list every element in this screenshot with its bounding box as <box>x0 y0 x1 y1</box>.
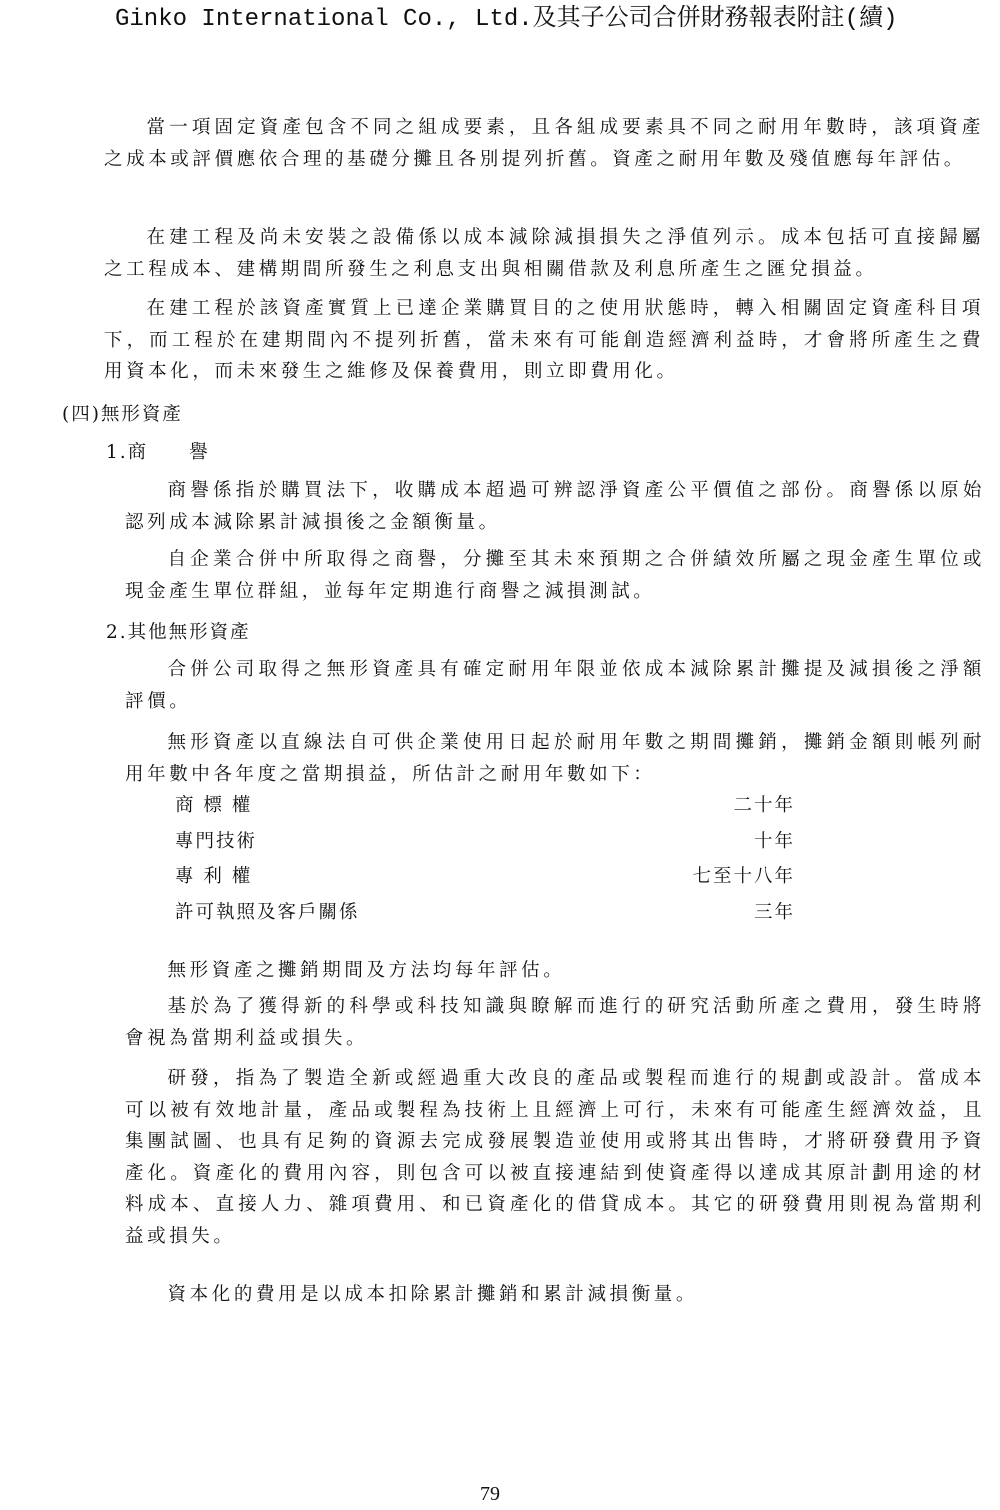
paragraph-capitalized-measurement: 資本化的費用是以成本扣除累計攤銷和累計減損衡量。 <box>167 1284 698 1305</box>
paragraph-construction-in-progress: 在建工程及尚未安裝之設備係以成本減除減損損失之淨值列示。成本包括可直接歸屬之工程成本、建構期間所發生之利息支出與相關借款及利息所產生之匯兌損益。 <box>104 227 984 280</box>
useful-life-item: 許可執照及客戶關係 <box>175 902 360 923</box>
page-header-title: Ginko International Co., Ltd.及其子公司合併財務報表附註(續) <box>115 6 898 33</box>
subsection-heading-goodwill: 1.商 譽 <box>106 442 210 463</box>
paragraph-amortization-review: 無形資產之攤銷期間及方法均每年評估。 <box>167 960 566 981</box>
useful-life-row <box>175 895 795 931</box>
paragraph-amortization-method: 無形資產以直線法自可供企業使用日起於耐用年數之期間攤銷，攤銷金額則帳列耐用年數中各年度之當期損益，所估計之耐用年數如下： <box>125 732 985 785</box>
useful-life-years: 七至十八年 <box>692 866 795 887</box>
useful-life-item: 專門技術 <box>175 831 258 852</box>
paragraph-goodwill-definition: 商譽係指於購買法下，收購成本超過可辨認淨資產公平價值之部份。商譽係以原始認列成本減除累計減損後之金額衡量。 <box>125 480 985 533</box>
subsection-heading-other-intangibles: 2.其他無形資產 <box>106 622 251 643</box>
useful-life-row <box>175 859 795 895</box>
useful-life-years: 二十年 <box>733 795 795 816</box>
paragraph-other-intangibles-valuation: 合併公司取得之無形資產具有確定耐用年限並依成本減除累計攤提及減損後之淨額評價。 <box>125 659 985 712</box>
useful-life-row <box>175 824 795 860</box>
useful-life-years: 十年 <box>753 831 795 852</box>
paragraph-research-expense: 基於為了獲得新的科學或科技知識與瞭解而進行的研究活動所產之費用，發生時將會視為當期利益或損失。 <box>125 996 985 1049</box>
page-number: 79 <box>480 1483 500 1505</box>
section-heading-intangible-assets: (四)無形資產 <box>62 404 183 425</box>
useful-life-item: 商 標 權 <box>175 795 253 816</box>
paragraph-goodwill-allocation: 自企業合併中所取得之商譽，分攤至其未來預期之合併績效所屬之現金產生單位或現金產生單位群組，並每年定期進行商譽之減損測試。 <box>125 549 985 602</box>
useful-life-years: 三年 <box>753 902 795 923</box>
paragraph-development-capitalization: 研發，指為了製造全新或經過重大改良的產品或製程而進行的規劃或設計。當成本可以被有效地計量，產品或製程為技術上且經濟上可行，未來有可能產生經濟效益，且集團試圖、也具有足夠的資源去完成發展製造並使用或將其出售時，才將研發費用予資產化。資產化的費用內容，則包含可以被直接連結到使資產得以達成其原計劃用途的材料成本、直接人力、雜項費用、和已資產化的借貸成本。其它的研發費用則視為當期利益或損失。 <box>125 1068 985 1247</box>
useful-life-item: 專 利 權 <box>175 866 253 887</box>
paragraph-construction-transfer: 在建工程於該資產實質上已達企業購買目的之使用狀態時，轉入相關固定資產科目項下，而工程於在建期間內不提列折舊，當未來有可能創造經濟利益時，才會將所產生之費用資本化，而未來發生之維修及保養費用，則立即費用化。 <box>104 298 984 382</box>
useful-life-row <box>175 788 795 824</box>
paragraph-fixed-asset-components: 當一項固定資產包含不同之組成要素，且各組成要素具不同之耐用年數時，該項資產之成本或評價應依合理的基礎分攤且各別提列折舊。資產之耐用年數及殘值應每年評估。 <box>104 117 984 170</box>
